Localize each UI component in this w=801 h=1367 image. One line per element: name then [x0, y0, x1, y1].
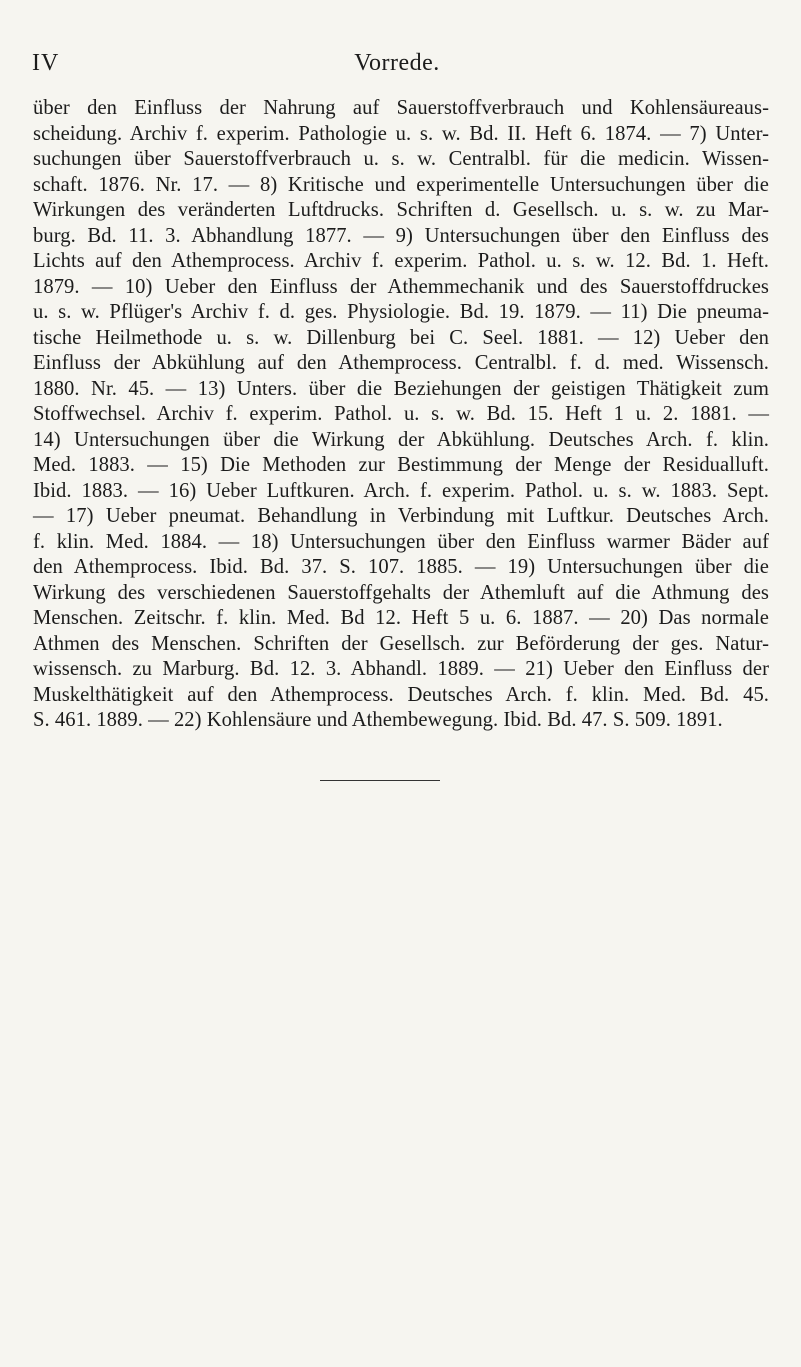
text-line: Wirkung des verschiedenen Sauerstoffgehalts der Athemluft auf die Athmung des — [33, 581, 769, 604]
text-line: 1879. — 10) Ueber den Einfluss der Athemmechanik und des Sauerstoffdruckes — [33, 275, 769, 298]
text-line: burg. Bd. 11. 3. Abhandlung 1877. — 9) Untersuchungen über den Einfluss des — [33, 224, 769, 247]
text-line: den Athemprocess. Ibid. Bd. 37. S. 107. 1885. — 19) Untersuchungen über die — [33, 556, 769, 578]
text-line: Athmen des Menschen. Schriften der Gesellsch. zur Beförderung der ges. Natur- — [33, 632, 769, 655]
text-line: scheidung. Archiv f. experim. Pathologie u. s. w. Bd. II. Heft 6. 1874. — 7) Unter- — [33, 122, 769, 145]
text-line: Muskelthätigkeit auf den Athemprocess. Deutsches Arch. f. klin. Med. Bd. 45. — [33, 683, 769, 706]
text-line-last: S. 461. 1889. — 22) Kohlensäure und Athembewegung. Ibid. Bd. 47. S. 509. 1891. — [33, 709, 723, 731]
text-line: Wirkungen des veränderten Luftdrucks. Schriften d. Gesellsch. u. s. w. zu Mar- — [33, 199, 769, 221]
text-line: Med. 1883. — 15) Die Methoden zur Bestimmung der Menge der Residualluft. — [33, 454, 769, 476]
text-line: tische Heilmethode u. s. w. Dillenburg bei C. Seel. 1881. — 12) Ueber den — [33, 326, 769, 349]
text-line: — 17) Ueber pneumat. Behandlung in Verbindung mit Luftkur. Deutsches Arch. — [33, 505, 769, 527]
text-line: Menschen. Zeitschr. f. klin. Med. Bd 12. Heft 5 u. 6. 1887. — 20) Das normale — [33, 607, 769, 629]
page-header — [32, 50, 762, 90]
text-line: f. klin. Med. 1884. — 18) Untersuchungen über den Einfluss warmer Bäder auf — [33, 530, 769, 553]
text-line: Ibid. 1883. — 16) Ueber Luftkuren. Arch. f. experim. Pathol. u. s. w. 1883. Sept. — [33, 479, 769, 502]
text-line: suchungen über Sauerstoffverbrauch u. s. w. Centralbl. für die medicin. Wissen- — [33, 148, 769, 170]
text-line: Einfluss der Abkühlung auf den Athemprocess. Centralbl. f. d. med. Wissensch. — [33, 352, 769, 374]
page-title: Vorrede. — [354, 50, 440, 76]
text-line: schaft. 1876. Nr. 17. — 8) Kritische und experimentelle Untersuchungen über die — [33, 173, 769, 196]
text-line: Lichts auf den Athemprocess. Archiv f. experim. Pathol. u. s. w. 12. Bd. 1. Heft. — [33, 250, 769, 272]
closing-rule — [320, 780, 440, 781]
text-line: u. s. w. Pflüger's Archiv f. d. ges. Physiologie. Bd. 19. 1879. — 11) Die pneuma- — [33, 301, 769, 323]
text-line: 1880. Nr. 45. — 13) Unters. über die Beziehungen der geistigen Thätigkeit zum — [33, 377, 769, 400]
text-line: wissensch. zu Marburg. Bd. 12. 3. Abhandl. 1889. — 21) Ueber den Einfluss der — [33, 658, 769, 680]
text-line: 14) Untersuchungen über die Wirkung der Abkühlung. Deutsches Arch. f. klin. — [33, 428, 769, 451]
text-line: Stoffwechsel. Archiv f. experim. Pathol. u. s. w. Bd. 15. Heft 1 u. 2. 1881. — — [33, 403, 769, 425]
page-number: IV — [32, 50, 60, 76]
text-line: über den Einfluss der Nahrung auf Sauerstoffverbrauch und Kohlensäureaus- — [33, 97, 769, 119]
body-text — [33, 96, 769, 734]
